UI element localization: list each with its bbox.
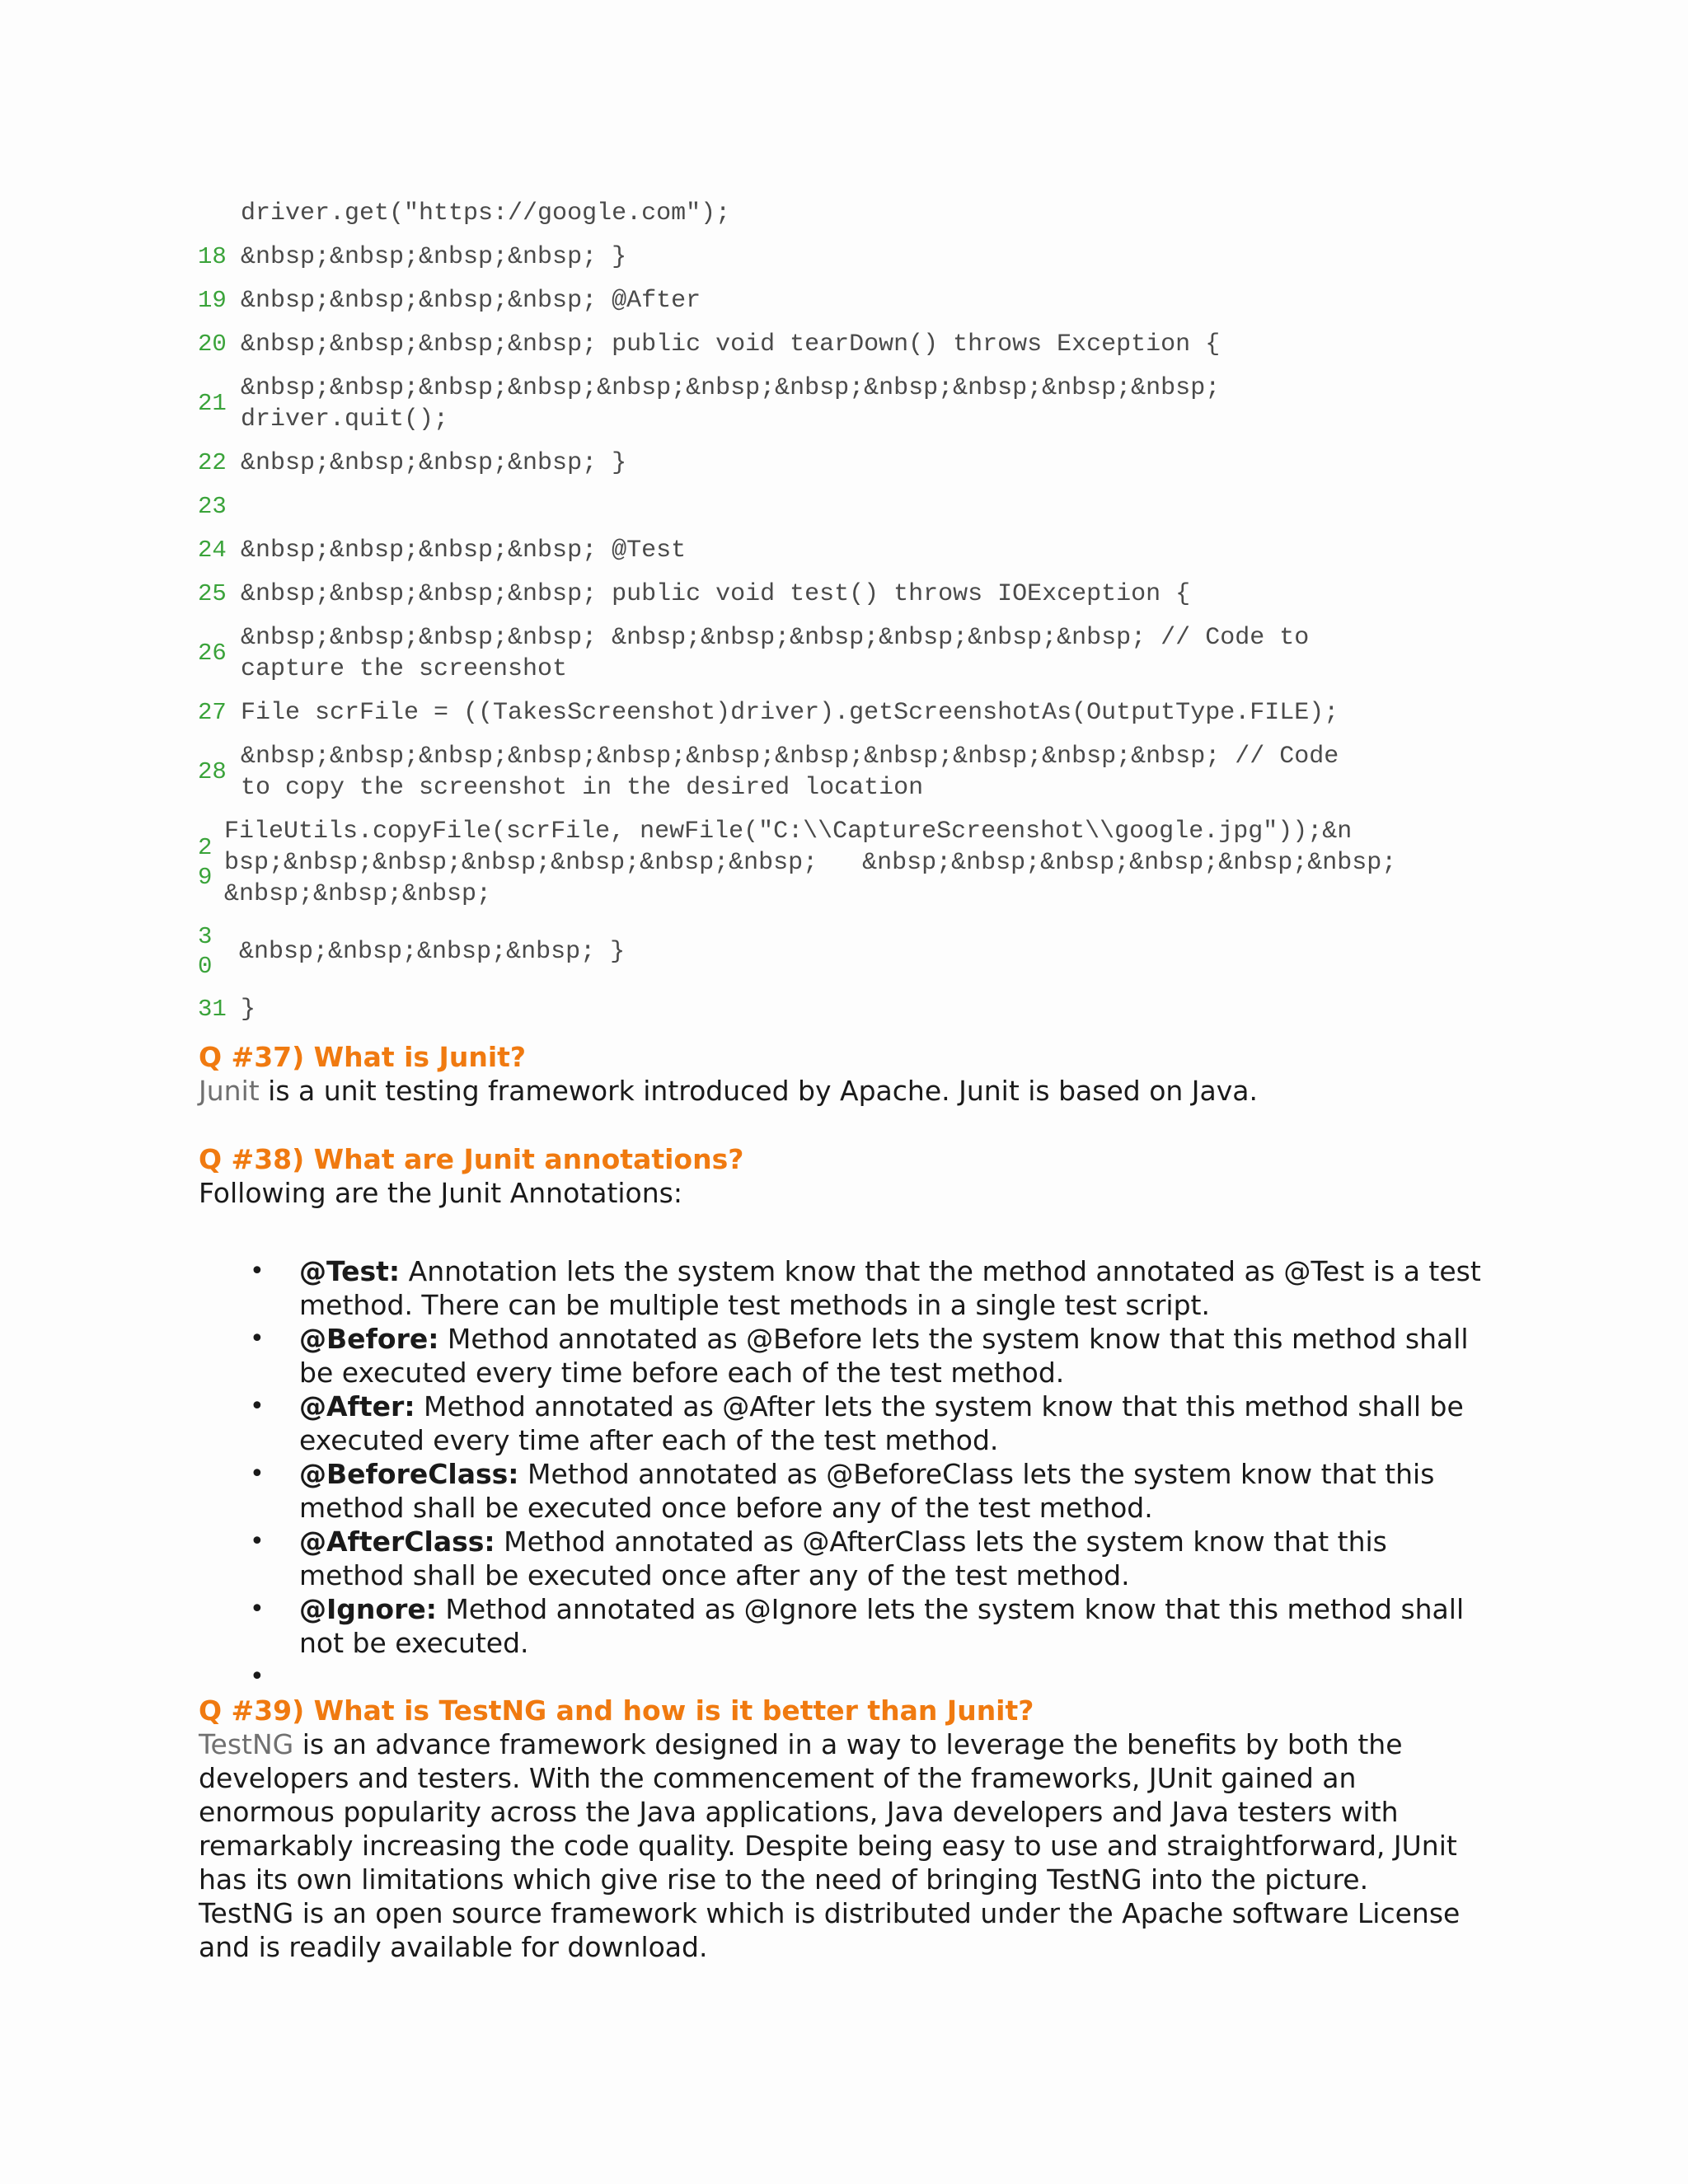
annotation-term: @AfterClass: (299, 1526, 495, 1558)
answer-37-text: is a unit testing framework introduced by Apache. Junit is based on Java. (259, 1075, 1259, 1107)
line-number: 31 (198, 996, 227, 1023)
code-text: &nbsp;&nbsp;&nbsp;&nbsp; } (224, 938, 626, 966)
code-text: } (241, 996, 256, 1024)
spacer (199, 1210, 1493, 1254)
annotation-desc: Method annotated as @After lets the system know that this method shall be executed every time after each of the test method. (299, 1390, 1464, 1456)
line-number: 19 (198, 287, 227, 314)
annotation-desc: Method annotated as @Before lets the system know that this method shall be executed every time before each of the test method. (299, 1323, 1469, 1389)
line-number: 25 (198, 580, 227, 607)
line-number: 18 (198, 243, 227, 270)
prose-section (199, 1040, 1493, 1964)
annotation-desc: Method annotated as @AfterClass lets the system know that this method shall be executed once after any of the test method. (299, 1526, 1387, 1591)
code-text: &nbsp;&nbsp;&nbsp;&nbsp; @After (241, 287, 701, 315)
code-text: driver.get("https://google.com"); (241, 199, 731, 227)
bullet-icon: • (250, 1392, 265, 1421)
bullet-icon: • (250, 1595, 265, 1624)
list-item (199, 1254, 1493, 1322)
code-line (198, 198, 1500, 229)
code-text: FileUtils.copyFile(scrFile, newFile("C:\\CaptureScreenshot\\google.jpg"));&n bsp;&nbsp;&nbsp;&nbsp;&nbsp;&nbsp;&nbsp; &nbsp;&nbsp;&nbsp;&nbsp;&nbsp;&nbsp; &nbsp;&nbsp;&nbsp; (224, 818, 1397, 908)
code-text: &nbsp;&nbsp;&nbsp;&nbsp; public void test() throws IOException { (241, 580, 1191, 608)
code-line (198, 741, 1500, 804)
code-line (198, 622, 1500, 685)
line-number: 26 (198, 640, 227, 667)
bullet-icon: • (250, 1527, 265, 1556)
code-block (198, 198, 1500, 1038)
line-number: 27 (198, 699, 227, 726)
line-number: 22 (198, 449, 227, 476)
answer-37 (199, 1074, 1493, 1108)
bullet-icon: • (250, 1662, 265, 1691)
annotation-desc: Method annotated as @Ignore lets the system know that this method shall not be executed. (299, 1593, 1465, 1659)
code-line (198, 448, 1500, 479)
code-line (198, 994, 1500, 1025)
answer-39-para2: TestNG is an open source framework which is distributed under the Apache software License and is readily available for download. (199, 1897, 1461, 1963)
annotation-term: @Ignore: (299, 1593, 437, 1625)
list-item (199, 1660, 1493, 1694)
code-text: &nbsp;&nbsp;&nbsp;&nbsp; } (241, 449, 627, 477)
line-number: 3 0 (198, 923, 213, 980)
spacer (199, 1108, 1493, 1142)
code-line (198, 579, 1500, 610)
junit-link[interactable]: Junit (199, 1075, 260, 1107)
code-text: File scrFile = ((TakesScreenshot)driver).getScreenshotAs(OutputType.FILE); (241, 699, 1339, 727)
question-heading-39: Q #39) What is TestNG and how is it better than Junit? (199, 1694, 1034, 1727)
code-text: &nbsp;&nbsp;&nbsp;&nbsp; public void tearDown() throws Exception { (241, 330, 1221, 359)
code-line (198, 373, 1500, 435)
code-text: &nbsp;&nbsp;&nbsp;&nbsp;&nbsp;&nbsp;&nbsp;&nbsp;&nbsp;&nbsp;&nbsp; driver.quit(); (241, 374, 1221, 434)
code-line (198, 285, 1500, 316)
list-item (199, 1525, 1493, 1592)
bullet-icon: • (250, 1257, 265, 1286)
code-line (198, 922, 1500, 982)
list-item (199, 1322, 1493, 1390)
annotation-desc: Annotation lets the system know that the method annotated as @Test is a test method. There can be multiple test methods in a single test script. (299, 1255, 1481, 1321)
code-line (198, 816, 1500, 910)
list-item (199, 1457, 1493, 1525)
line-number: 21 (198, 390, 227, 417)
question-heading-38: Q #38) What are Junit annotations? (199, 1143, 744, 1175)
code-line (198, 535, 1500, 566)
code-line (198, 329, 1500, 360)
annotations-list (199, 1254, 1493, 1694)
line-number: 28 (198, 758, 227, 785)
answer-39 (199, 1727, 1493, 1896)
annotation-desc: Method annotated as @BeforeClass lets the system know that this method shall be executed once before any of the test method. (299, 1458, 1435, 1524)
code-text: &nbsp;&nbsp;&nbsp;&nbsp;&nbsp;&nbsp;&nbsp;&nbsp;&nbsp;&nbsp;&nbsp; // Code to copy the screenshot in the desired location (241, 743, 1339, 802)
code-text: &nbsp;&nbsp;&nbsp;&nbsp; &nbsp;&nbsp;&nbsp;&nbsp;&nbsp;&nbsp; // Code to capture the screenshot (241, 624, 1310, 683)
line-number: 24 (198, 537, 227, 564)
answer-39-text: is an advance framework designed in a way to leverage the benefits by both the developers and testers. With the commencement of the frameworks, JUnit gained an enormous popularity across the Java applications, Java developers and Java testers with remarkably increasing the code quality. Despite being easy to use and straightforward, JUnit has its own limitations which give rise to the need of bringing TestNG into the picture. (199, 1728, 1457, 1896)
code-line (198, 697, 1500, 729)
list-item (199, 1592, 1493, 1660)
code-line (198, 241, 1500, 273)
line-number: 23 (198, 493, 227, 520)
annotation-term: @After: (299, 1390, 415, 1422)
testng-link[interactable]: TestNG (199, 1728, 294, 1760)
line-number: 20 (198, 330, 227, 358)
bullet-icon: • (250, 1460, 265, 1488)
annotation-term: @Test: (299, 1255, 401, 1287)
annotation-term: @Before: (299, 1323, 439, 1355)
code-text: &nbsp;&nbsp;&nbsp;&nbsp; } (241, 243, 627, 271)
question-heading-37: Q #37) What is Junit? (199, 1041, 527, 1073)
list-item (199, 1390, 1493, 1457)
code-line (198, 491, 1500, 523)
annotations-intro: Following are the Junit Annotations: (199, 1177, 682, 1209)
code-text: &nbsp;&nbsp;&nbsp;&nbsp; @Test (241, 537, 687, 565)
line-number: 2 9 (198, 834, 213, 891)
annotation-term: @BeforeClass: (299, 1458, 519, 1490)
bullet-icon: • (250, 1324, 265, 1353)
